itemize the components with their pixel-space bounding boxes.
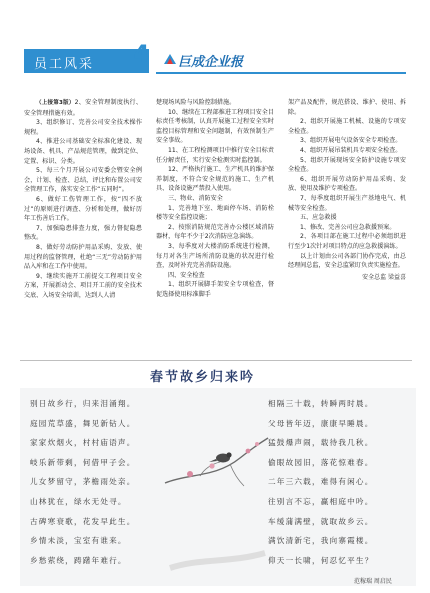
paragraph-text: 4、推进公司基础安全标准化建设、现场设备、机具、产品规范管理，做到定位、定置、标识、分类。 <box>24 138 142 165</box>
paragraph <box>24 224 142 243</box>
poem-line: 满饮清新宅，我向寨霞楼。 <box>268 536 374 546</box>
paragraph-text: 6、组织开展劳动防护用品采购、发放、使用及维护专项检查。 <box>288 175 406 193</box>
paragraph <box>288 194 406 213</box>
paragraph <box>156 204 274 223</box>
paragraph-text: 10、继续在工程部推进工程项目安全目标责任考核制，认真开展施工过程安全实时监控目标管理和安全问题制，有效预制生产安全事故。 <box>156 108 274 145</box>
paragraph-text: 以上计划由公司各部门协作完成，由总经理间总监，安全总监紧盯负责实施检查。 <box>288 252 406 270</box>
paragraph <box>288 252 406 271</box>
paragraph-text: 3、组织修订、完善公司安全技术操作规程。 <box>24 119 142 136</box>
paragraph <box>24 118 142 137</box>
paragraph-text: 楚现场风险与风险控制措施。 <box>156 99 236 106</box>
paragraph-text: 12、严格执行施工、生产机具的维护保养制度，不符合安全规范的施工、生产机具、设备设施严禁投入使用。 <box>156 166 274 193</box>
publication-logo-text: 巨成企业报 <box>178 55 244 70</box>
poem-line: 儿女梦留守，茅檐雨处亲。 <box>30 477 136 487</box>
paragraph-text: 8、做好劳动防护用品采购、发放、使用过程的监督管理，杜绝“三无”劳动防护用品入库和在工作中使用。 <box>24 243 142 271</box>
paragraph <box>24 137 142 166</box>
article-column-3 <box>288 98 406 282</box>
paragraph-text: 2、安全管理制度执行、安全管理措施有效。 <box>24 99 142 117</box>
paragraph-text: 7、每季度组织开展生产基地电气、机械等安全检查。 <box>288 194 406 212</box>
paragraph <box>24 272 142 301</box>
paragraph-text: 架产品及配件，规范搭设、维护、使用、拆除。 <box>288 99 406 116</box>
logo-mark-icon <box>163 52 177 66</box>
article-column-2 <box>156 98 274 299</box>
paragraph <box>288 98 406 117</box>
paragraph-text: 5、组织开展现场安全防护设施专项安全检查。 <box>288 156 406 174</box>
paragraph <box>288 232 406 251</box>
paragraph-text: 五、应急救援 <box>300 214 337 222</box>
paragraph <box>156 223 274 242</box>
bird-branch-illustration-icon <box>160 388 270 586</box>
poem-line: 乡情未淡，宝室有谁来。 <box>30 536 127 546</box>
paragraph <box>288 213 406 223</box>
paragraph <box>24 195 142 224</box>
paragraph <box>24 98 142 118</box>
paragraph <box>288 223 406 233</box>
poem-line: 仰天一长啸，何忍忆平生？ <box>268 555 374 565</box>
paragraph-text: 9、继续实施开工前提交工程项目安全方案，开展新动会、项目开工前的安全技术交底、入场安全培训，达到人人清 <box>24 272 142 299</box>
paragraph <box>156 271 274 281</box>
paragraph <box>288 136 406 146</box>
paragraph-text: 5、每三个月开展公司安委会暨安全例会，计划、检查、总结，评比和布置公司安全管理工作，落实安全工作“五同时”。 <box>24 167 142 194</box>
paragraph-text: 1、修改、完善公司应急救援预案。 <box>300 223 396 231</box>
article-column-1 <box>24 98 142 300</box>
poem-line: 庭园荒草盛，舞见新钻人。 <box>30 418 136 428</box>
paragraph <box>156 194 274 204</box>
poem-line: 别日故乡行，归来泪涌翔。 <box>30 399 136 408</box>
poem-line: 相隔三十载，转瞬两时晨。 <box>268 399 374 408</box>
paragraph-text: 4、组织开展吊装机具专项安全检查。 <box>300 146 402 154</box>
paragraph-text: 7、加强隐患排查力度，强力督促隐患整改。 <box>24 224 142 242</box>
paragraph <box>288 156 406 175</box>
header-rule <box>156 72 406 74</box>
paragraph-text: 3、组织开展电气设备安全专项检查。 <box>300 137 402 145</box>
poem-line: 二年三六载，难得有闲心。 <box>268 477 374 487</box>
paragraph <box>156 108 274 146</box>
paragraph-text: 2、组织开展施工机械、设施的专项安全检查。 <box>288 118 406 135</box>
poem-title: 春节故乡归来吟 <box>150 370 256 385</box>
poem-line: 家家炊烟火，村村庙语声。 <box>30 438 136 448</box>
continued-tag: （上接第3版） <box>36 100 75 106</box>
poem-line: 乡愁萦绕，踌躇年难行。 <box>30 555 127 565</box>
paragraph-text: 2、各项目部在施工过程中必须组织进行至少1次针对项目特点的应急救援演练。 <box>288 233 406 250</box>
paragraph-text: 三、物业、消防安全 <box>168 194 223 202</box>
paragraph <box>156 98 274 108</box>
poem-author: 范稼瑞 周启民 <box>354 578 392 585</box>
paragraph <box>156 165 274 194</box>
paragraph <box>288 117 406 136</box>
paragraph <box>288 146 406 156</box>
poem-line: 山林犹在，绿水无处寻。 <box>30 497 127 506</box>
paragraph <box>288 175 406 194</box>
poem-line: 往别言不忘，赢相庭中吟。 <box>268 497 374 506</box>
poem-line: 猛鼓爆声闹，载待我几秋。 <box>268 438 374 448</box>
page-number: 4 <box>133 40 150 68</box>
paragraph-text: 1、完善地下室、地面停车场、消防栓楼等安全监控设施； <box>156 204 274 222</box>
poem-line: 古碑寒衰歌，花发早此生。 <box>30 516 136 526</box>
poem-line: 偷眼故园旧，落花惊难春。 <box>268 457 374 467</box>
poem-line: 车缓蒲满壁，就取故乡云。 <box>268 516 374 526</box>
paragraph <box>24 243 142 272</box>
poem-line: 岐乐新带剩，何借甲子会。 <box>30 457 136 467</box>
paragraph-text: 2、按照消防规范完善办公楼区域消防器材，每年不少于2次消防应急演练。 <box>156 223 274 241</box>
paragraph-text: 四、安全检查 <box>168 271 205 279</box>
paragraph-text: 6、做好工伤管理工作，按“四不放过”的原则进行调查、分析和处理，做好历年工伤善后工作。 <box>24 195 142 223</box>
article-signature: 安全总监 梁益喜 <box>362 273 406 281</box>
paragraph-text: 11、在工程检测项目中推行安全目标责任分解责任，实行安全检测实时监控制。 <box>156 146 274 164</box>
paragraph <box>24 166 142 195</box>
paragraph <box>156 146 274 165</box>
poem-line: 父母皆年迈，康康早睡晨。 <box>268 418 374 428</box>
paragraph-text: 3、每季度对大楼消防系统进行检测，每月对各生产场所消防设施的状况进行检查，及时补充完善消防设施。 <box>156 242 274 270</box>
paragraph-text: 1、组织开展脚手架安全专项检查，督促选择使用标准脚手 <box>156 281 274 298</box>
section-divider <box>20 360 412 361</box>
section-title: 员工风采 <box>34 57 95 72</box>
paragraph <box>156 280 274 299</box>
paragraph <box>156 242 274 271</box>
